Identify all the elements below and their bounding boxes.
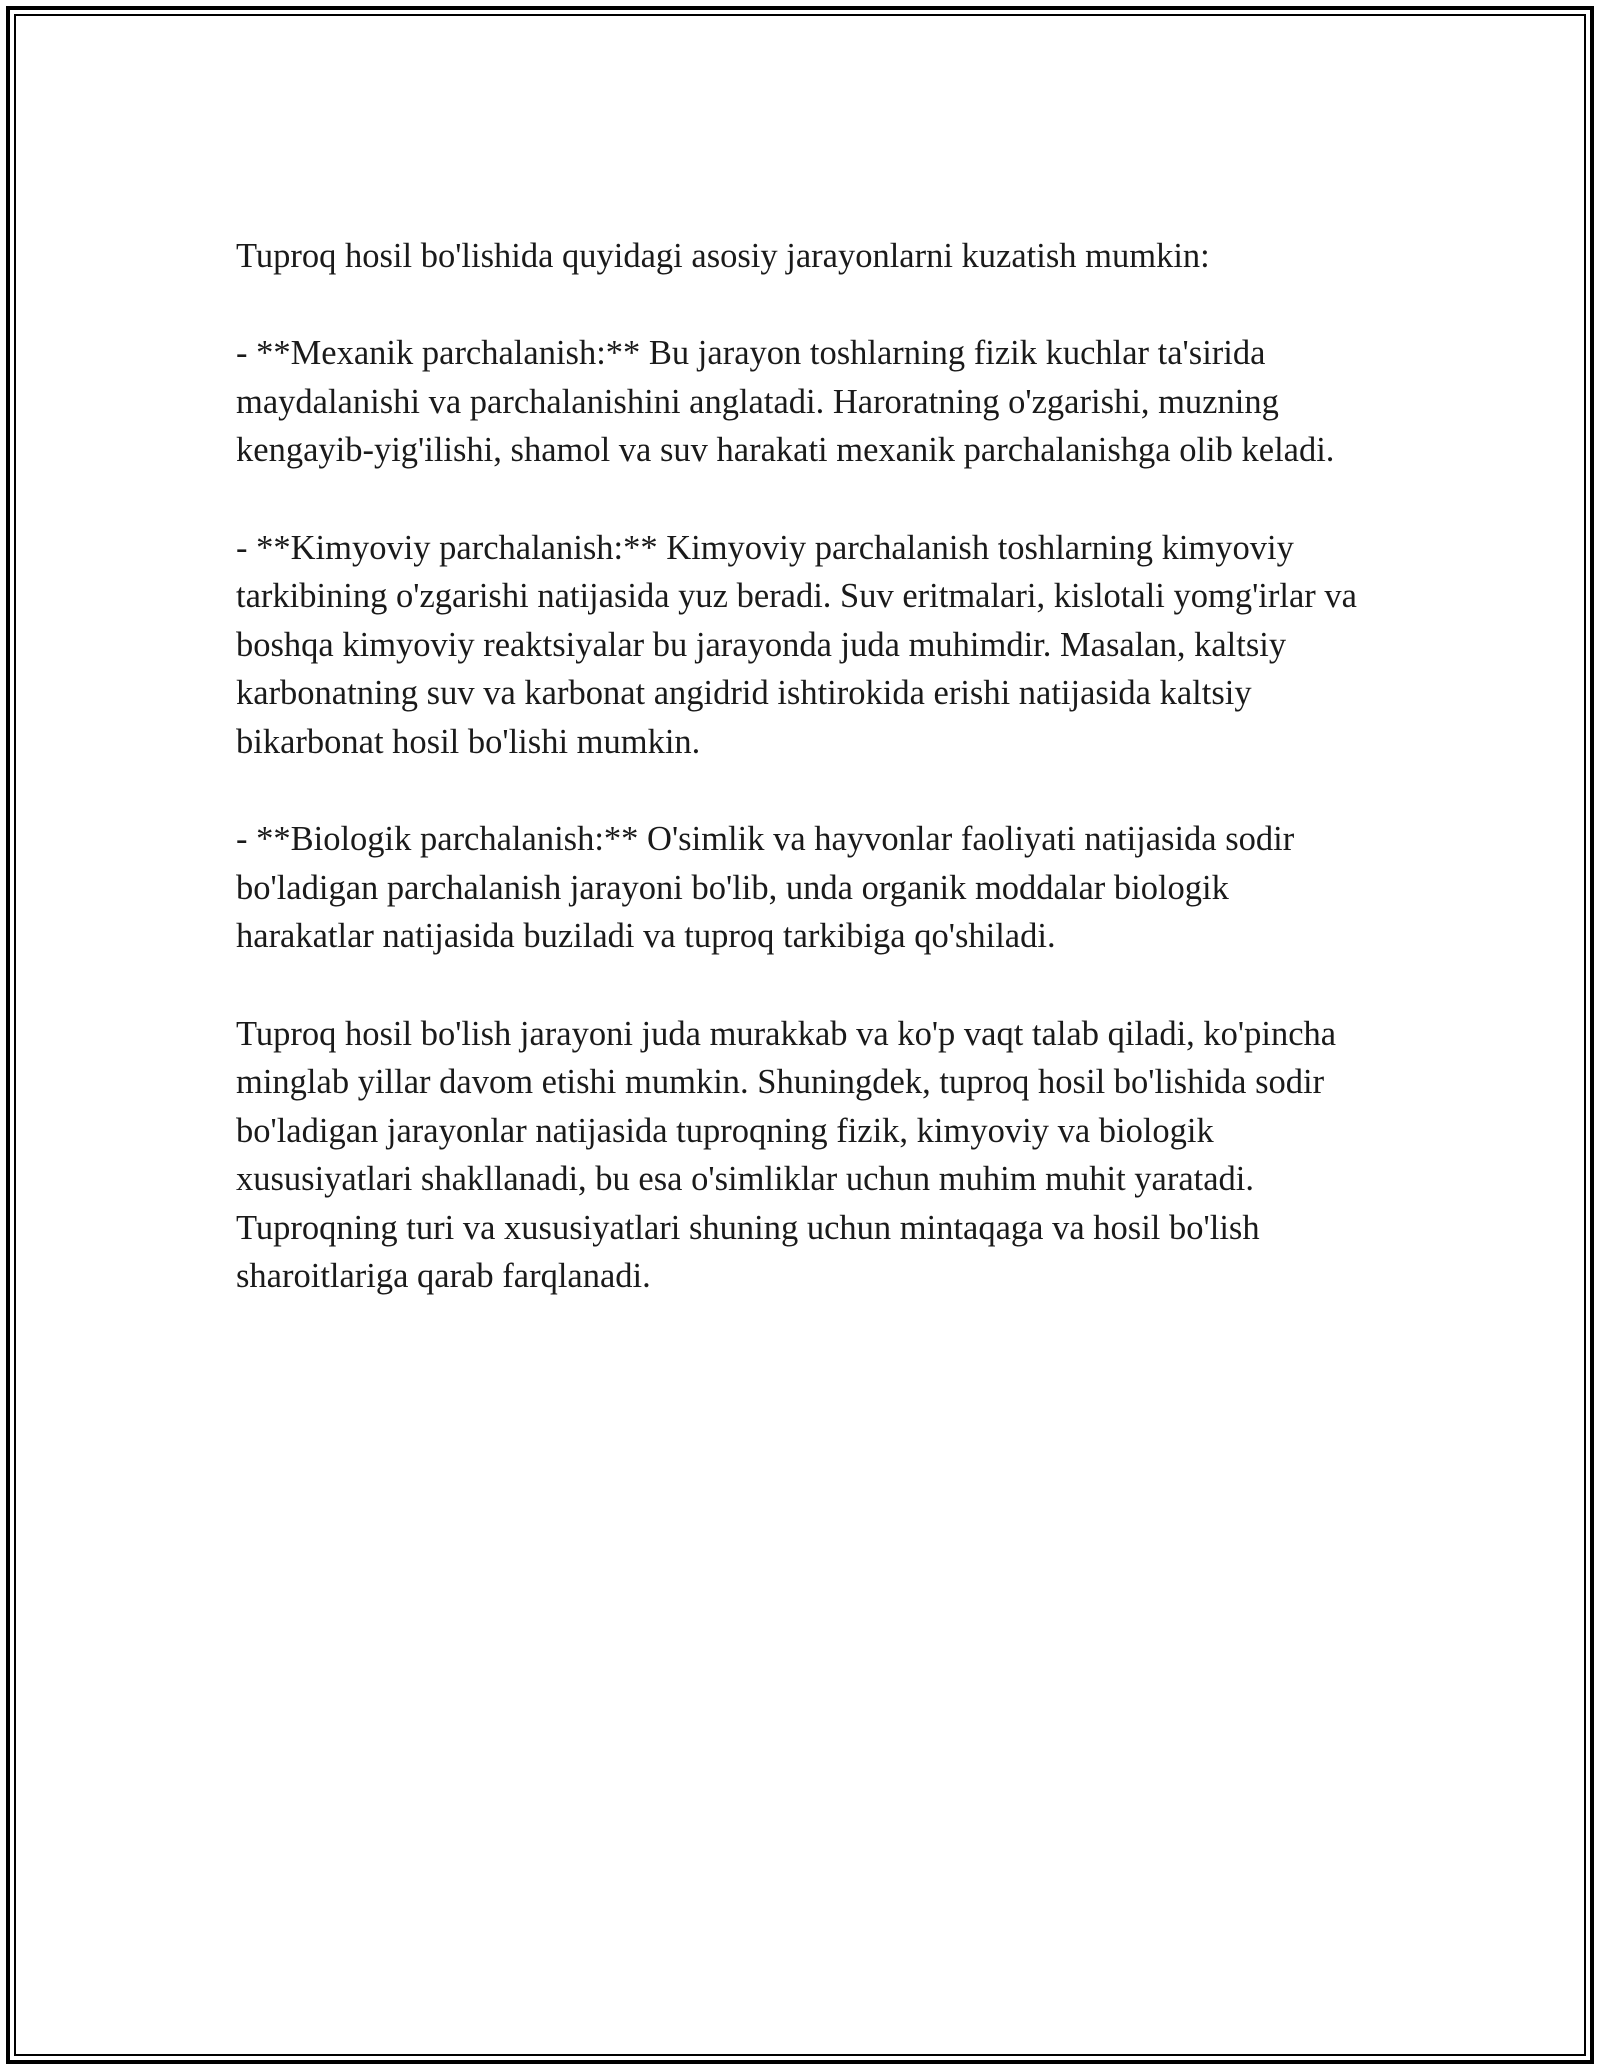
intro-paragraph: Tuproq hosil bo'lishida quyidagi asosiy jarayonlarni kuzatish mumkin: xyxy=(236,237,1210,275)
conclusion-paragraph: Tuproq hosil bo'lish jarayoni juda murakkab va ko'p vaqt talab qiladi, ko'pincha minglab yillar davom etishi mumkin. Shuningdek, tuproq hosil bo'lishida sodir bo'ladigan jarayonlar natijasida tuproqning fizik, kimyoviy va biologik xususiyatlari shakllanadi, bu esa o'simliklar uchun muhim muhit yaratadi. Tuproqning turi va xususiyatlari shuning uchun mintaqaga va hosil bo'lish sharoitlariga qarab farqlanadi. xyxy=(236,1014,1337,1296)
document-body xyxy=(236,232,1366,1350)
chemical-weathering-paragraph: - **Kimyoviy parchalanish:** Kimyoviy parchalanish toshlarning kimyoviy tarkibining o'zgarishi natijasida yuz beradi. Suv eritmalari, kislotali yomg'irlar va boshqa kimyoviy reaktsiyalar bu jarayonda juda muhimdir. Masalan, kaltsiy karbonatning suv va karbonat angidrid ishtirokida erishi natijasida kaltsiy bikarbonat hosil bo'lishi mumkin. xyxy=(236,528,1357,761)
biological-weathering-paragraph: - **Biologik parchalanish:** O'simlik va hayvonlar faoliyati natijasida sodir bo'ladigan parchalanish jarayoni bo'lib, unda organik moddalar biologik harakatlar natijasida buziladi va tuproq tarkibiga qo'shiladi. xyxy=(236,820,1295,956)
mechanical-weathering-paragraph: - **Mexanik parchalanish:** Bu jarayon toshlarning fizik kuchlar ta'sirida maydalanishi va parchalanishini anglatadi. Haroratning o'zgarishi, muzning kengayib-yig'ilishi, shamol va suv harakati mexanik parchalanishga olib keladi. xyxy=(236,334,1335,470)
